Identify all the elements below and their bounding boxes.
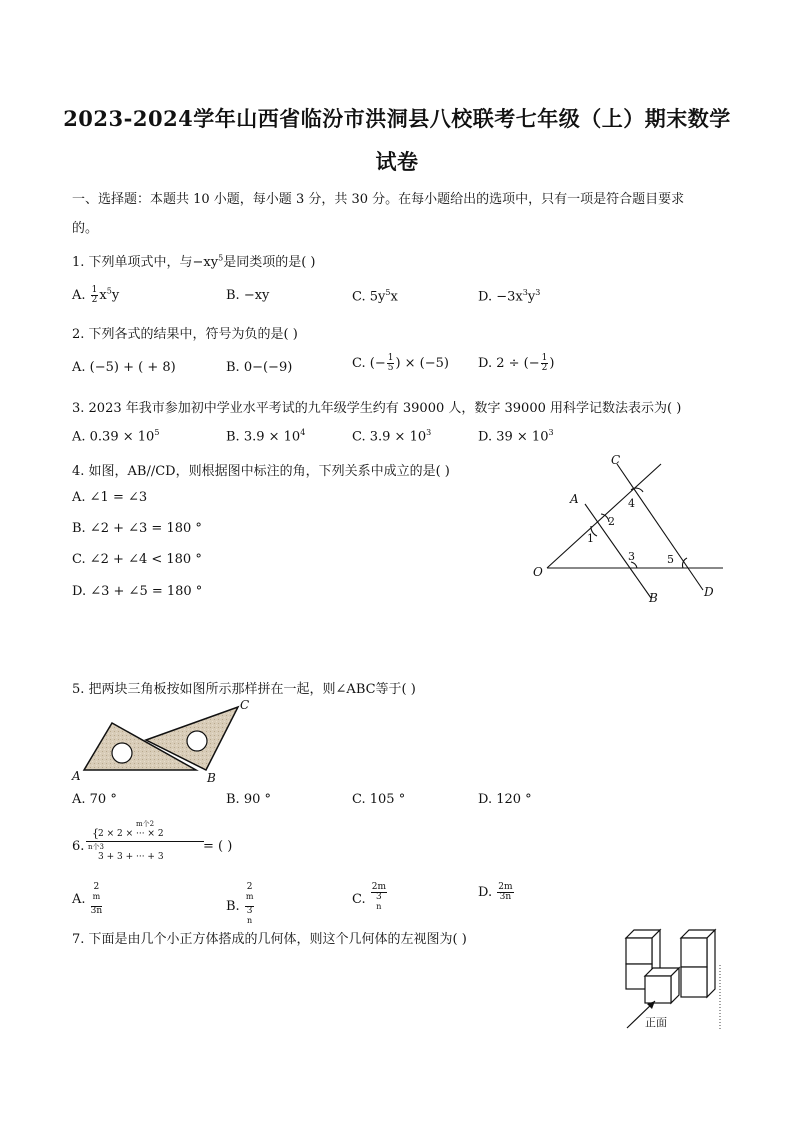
q6-option-d[interactable]: D. $\frac{2m}{3n}$ [478, 882, 513, 902]
q5-figure [66, 695, 266, 785]
section-heading-cont: 的。 [72, 221, 99, 236]
label-c: C [240, 698, 250, 712]
q4-option-d[interactable]: D. ∠3 + ∠5 = 180 ° [72, 584, 203, 599]
q3-option-a[interactable]: A. $0.39 \times 10^5$ [72, 428, 160, 445]
label-angle-3: 3 [628, 550, 635, 563]
q2-option-c[interactable]: C. (− $\frac{1}{5}$ ) × (−5) [352, 353, 449, 373]
q3-option-c[interactable]: C. $3.9 \times 10^3$ [352, 428, 432, 445]
label-b: B [207, 771, 216, 785]
question-6-number: 6. [72, 839, 85, 854]
q2-option-a[interactable]: A. (−5) + ( + 8) [72, 360, 176, 375]
q4-figure [525, 450, 730, 605]
question-7-stem: 7. 下面是由几个小正方体搭成的几何体，则这个几何体的左视图为( ) [72, 932, 467, 947]
question-4-stem: 4. 如图，AB//CD，则根据图中标注的角，下列关系中成立的是( ) [72, 464, 450, 479]
hole-left [112, 743, 132, 763]
q1-option-a[interactable]: A. $\frac{1}{2}$ $x^5y$ [72, 285, 120, 305]
question-3-stem: 3. 2023 年我市参加初中学业水平考试的九年级学生约有 39000 人，数字 39000 用科学记数法表示为( ) [72, 401, 682, 416]
q1-option-c[interactable]: C. $5y^5x$ [352, 288, 398, 305]
label-o: O [533, 565, 543, 579]
label-angle-5: 5 [667, 553, 674, 566]
q6-option-c[interactable]: C. 2m 3 $^n$ [352, 882, 387, 911]
q6-equals: = ( ) [203, 839, 233, 854]
q5-option-b[interactable]: B. 90 ° [226, 792, 271, 807]
q3-option-d[interactable]: D. $39 \times 10^3$ [478, 428, 554, 445]
q1-option-d[interactable]: D. $-3x^3y^3$ [478, 288, 541, 305]
q6-brace: { [92, 827, 99, 840]
q4-option-a[interactable]: A. ∠1 = ∠3 [72, 490, 148, 505]
ray-oa [547, 464, 661, 568]
question-2-stem: 2. 下列各式的结果中，符号为负的是( ) [72, 327, 298, 342]
q2-option-b[interactable]: B. 0−(−9) [226, 360, 293, 375]
label-c: C [611, 453, 621, 467]
q6-numerator: 2 × 2 × ··· × 2 [98, 829, 164, 839]
line-ab [585, 504, 651, 598]
q5-option-d[interactable]: D. 120 ° [478, 792, 532, 807]
q5-option-a[interactable]: A. 70 ° [72, 792, 117, 807]
cube-right-side [707, 930, 715, 997]
page-title-line2: 试卷 [375, 149, 419, 174]
q6-bottom-over: n个3 [88, 843, 104, 851]
cube-right-lower [681, 967, 707, 997]
q3-option-b[interactable]: B. $3.9 \times 10^4$ [226, 428, 306, 445]
q7-figure [615, 925, 730, 1035]
section-heading: 一、选择题：本题共 10 小题，每小题 3 分，共 30 分。在每小题给出的选项中，只有一项是符合题目要求 [72, 192, 685, 207]
line-cd [617, 464, 703, 590]
cube-front [645, 976, 671, 1003]
label-d: D [704, 585, 714, 599]
question-1-stem: 1. 下列单项式中，与$-xy^5$是同类项的是( ) [72, 253, 316, 270]
label-angle-2: 2 [608, 515, 615, 528]
question-5-stem: 5. 把两块三角板按如图所示那样拼在一起，则∠ABC等于( ) [72, 682, 416, 697]
label-a: A [570, 492, 579, 506]
label-b: B [649, 591, 658, 605]
label-a: A [72, 769, 81, 783]
q6-option-a[interactable]: A. 2 $^m$ 3n [72, 882, 103, 916]
label-angle-1: 1 [587, 532, 594, 545]
q6-expression [86, 819, 216, 862]
cube-left-upper [626, 938, 652, 964]
q5-option-c[interactable]: C. 105 ° [352, 792, 406, 807]
label-angle-4: 4 [628, 497, 635, 510]
front-label: 正面 [645, 1016, 667, 1029]
q2-option-d[interactable]: D. 2 ÷ (− $\frac{1}{2}$ ) [478, 353, 555, 373]
q6-denominator: 3 + 3 + ··· + 3 [98, 852, 164, 862]
q1-option-b[interactable]: B. −xy [226, 288, 270, 303]
q4-option-c[interactable]: C. ∠2 + ∠4 < 180 ° [72, 552, 202, 567]
q6-top-over: m个2 [136, 820, 155, 828]
q4-option-b[interactable]: B. ∠2 + ∠3 = 180 ° [72, 521, 202, 536]
hole-right [187, 731, 207, 751]
cube-right-upper [681, 938, 707, 967]
q6-option-b[interactable]: B. 2 $^m$ 3 $^n$ [226, 882, 254, 925]
page-title: 2023-2024学年山西省临汾市洪洞县八校联考七年级（上）期末数学 [63, 106, 731, 131]
